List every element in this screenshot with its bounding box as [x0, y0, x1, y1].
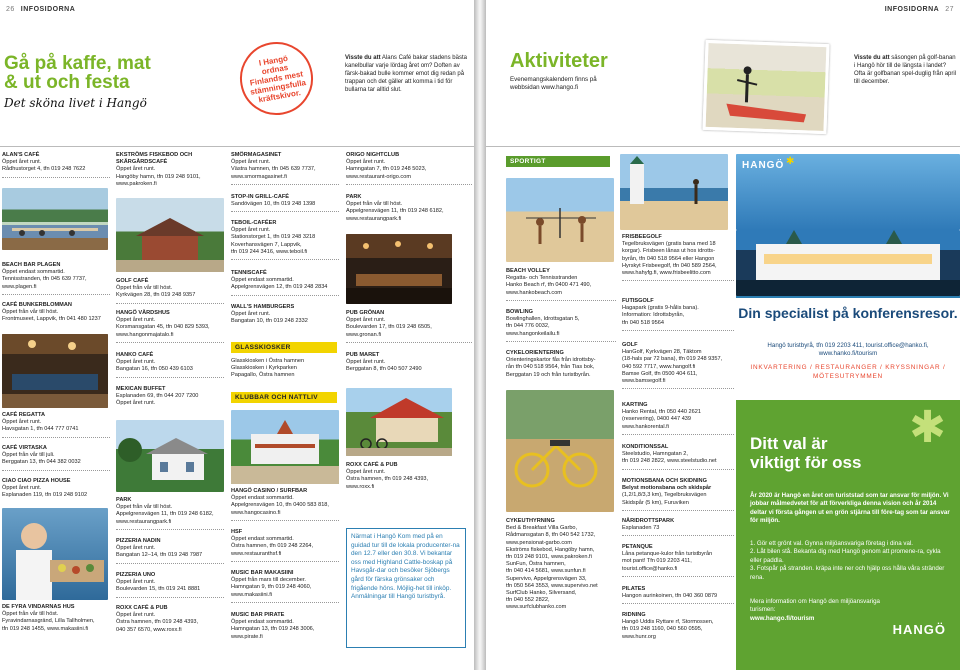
listing-name: EKSTRÖMS FISKEBOD OCH SKÄRGÅRDSCAFÉ [116, 152, 193, 166]
photo-beach-volley [506, 178, 614, 262]
listing-line: (1,2/1,8/3,3 km), Tegelbruksvägen [622, 492, 707, 499]
col3b-item-0 [231, 488, 339, 521]
listing-line: Appelgrensvägen 11, tfn 019 248 6182, [346, 208, 444, 215]
listing-line: Hamngatan 9, tfn 019 248 4060, [231, 584, 312, 591]
listing-line: SurfClub Hanko, Silversand, [506, 590, 577, 597]
listing-name: HSF [231, 529, 243, 535]
ad-konferens-title: Din specialist på konferensresor. [738, 305, 958, 321]
listing-line: Skidspår (5 km), Furuviken [622, 499, 689, 506]
listing-line: Berggatan 13, tfn 044 382 0032 [2, 459, 81, 466]
right-intro: Evenemangskalendern finns på webbsidan www.hango.fi [510, 76, 597, 91]
listing-name: GOLF CAFÉ [116, 278, 149, 284]
listing-name: CYKELORIENTERING [506, 350, 564, 356]
listing-line: Stationstorget 1, tfn 019 248 3218 [231, 234, 316, 241]
photo-roxx-terrace [346, 388, 452, 456]
col1-item-6 [2, 604, 110, 633]
listing-line: Bangatan 16, tfn 050 439 6103 [116, 366, 193, 373]
listing-name: PARK [346, 194, 362, 200]
col4-item-1 [346, 194, 472, 223]
listing-line: byrån, tfn 040 518 9564 eller Hangon [622, 255, 715, 262]
listing-line: Belyst motionsbana och skidspår [622, 485, 712, 492]
listing-line: 040 592 7717, www.hangolf.fi [622, 363, 696, 370]
col3-item-0 [231, 152, 339, 185]
listing-line: www.pensionat-garbo.com [506, 539, 572, 546]
listing-line: www.hankorental.fi [622, 423, 669, 430]
photo-bicycles [506, 390, 614, 512]
listing-line: Öppet från vår till höst. [116, 504, 173, 511]
r-col2-item-2 [622, 342, 734, 389]
listing-line: rån tfn 040 518 9564, från Tias bok, [506, 364, 595, 371]
listing-line: Esplanaden 73 [622, 525, 660, 532]
listing-line: Öppet endast sommartid. [2, 269, 65, 276]
left-tagline: Det sköna livet i Hangö [4, 96, 147, 110]
green-url: www.hango.fi/tourism [750, 614, 815, 622]
glasskiosk-line: Glasskiosken i Östra hamnen [231, 358, 305, 364]
listing-line: Öppet året runt. [116, 400, 156, 407]
listing-name: CAFÉ REGATTA [2, 412, 45, 418]
listing-line: Berggatan 19 och från turistbyrån. [506, 371, 591, 378]
listing-line: Öppet året runt. [346, 317, 386, 324]
listing-line: www.restauranthsf.fi [231, 550, 282, 557]
left-page-number: 26 [6, 6, 15, 13]
col2-item-2 [116, 310, 224, 343]
listing-line: Öppet året runt. [116, 545, 156, 552]
listing-line: www.hangonmajatalo.fi [116, 331, 174, 338]
listing-name: RIDNING [622, 612, 646, 618]
photo-casino-svg [231, 410, 339, 484]
listing-line: Steelstudio, Hamngatan 2, [622, 451, 688, 458]
col2-item-7 [116, 572, 224, 598]
listing-name: ROXX CAFÉ & PUB [116, 605, 168, 611]
green-title-line1: Ditt val är [750, 434, 828, 453]
right-divider [486, 146, 960, 147]
listing-line: tfn 040 552 2822, [506, 597, 550, 604]
listing-line: www.roxx.fi [346, 483, 375, 490]
listing-name: BEACH VOLLEY [506, 268, 550, 274]
kraftskiva-badge [234, 36, 319, 121]
left-header [6, 6, 75, 13]
listing-line: Öppet endast sommartid. [231, 277, 294, 284]
listing-line: Bamse Golf, tfn 0500 404 611, [622, 370, 698, 377]
listing-line: Frontmuseet, Lappvik, tfn 041 480 1237 [2, 316, 101, 323]
listing-line: Havsgatan 1, tfn 044 777 0741 [2, 426, 79, 433]
photo-casino-building-svg [736, 230, 960, 296]
photo-surfer-svg [706, 43, 827, 131]
right-page-number: 27 [945, 6, 954, 13]
left-section: INFOSIDORNA [20, 6, 76, 13]
listing-line: tfn 040 518 9564 [622, 319, 664, 326]
listing-line: Regatta- och Tennisstranden [506, 275, 578, 282]
photo-cafe-interior [2, 334, 108, 408]
star-icon: ✱ [786, 156, 795, 167]
listing-line: Öppet året runt. [116, 359, 156, 366]
listing-line: www.surfclubhanko.com [506, 604, 567, 611]
listing-line: tfn 019 248 1160, 040 560 0595, [622, 626, 703, 633]
photo-fiskebod [116, 198, 224, 272]
listing-name: MOTIONSBANA OCH SKIDNING [622, 478, 707, 484]
listing-line: Öppet från vår till juli. [2, 452, 55, 459]
listing-line: Hanko Beach rf, tfn 0400 471 490, [506, 282, 592, 289]
right-page [486, 0, 960, 670]
listing-line: Öppet året runt. [346, 469, 386, 476]
listing-line: Öppet från vår till höst. [2, 611, 59, 618]
listing-line: Hamngatan 7, tfn 019 248 5023, [346, 166, 427, 173]
listing-name: BOWLING [506, 309, 534, 315]
listing-line: (18-hals par 72 bana), tfn 019 248 9357, [622, 356, 723, 363]
badge-text: I Hangö ordnas Finlands mest stämningsfulla kräftskivor. [249, 53, 307, 105]
listing-line: Bed & Breakfast Villa Garbo, [506, 525, 578, 532]
dyk-text: Alans Café bakar stadens bästa kanelbullar varje lördag året om? Doften av färsk-bakad bulle kommer emot dig redan på trappan och det gäller att komma i tid för bullarna tar alltid slut. [345, 55, 467, 93]
listing-name: PILATES [622, 586, 646, 592]
listing-line: www.hangocasino.fi [231, 509, 281, 516]
listing-line: www.hahyfg.fi, www.frisbeelitto.com [622, 270, 711, 277]
col1-item-1 [2, 262, 110, 295]
narmat-info-box [346, 528, 466, 648]
listing-name: HANGÖ VÄRDSHUS [116, 310, 170, 316]
listing-line: www.smormagasinet.fi [231, 173, 287, 180]
listing-line: www.gronan.fi [346, 331, 382, 338]
col2-item-0 [116, 152, 224, 188]
listing-name: MUSIC BAR PIRATE [231, 612, 285, 618]
listing-line: Esplanaden 119, tfn 019 248 9102 [2, 492, 88, 499]
listing-line: Hanko Rental, tfn 050 440 2621 [622, 409, 701, 416]
green-title [750, 434, 861, 472]
glasskiosk-line: Glasskiosken i Kyrkparken [231, 365, 297, 372]
col3-item-4 [231, 304, 339, 326]
listing-name: WALL'S HAMBURGERS [231, 304, 295, 310]
photo-casino-building-top [736, 154, 960, 230]
listing-line: Öppet året runt. [231, 227, 271, 234]
book-spine [474, 0, 486, 670]
listing-name: TENNISCAFÉ [231, 270, 267, 276]
left-divider [0, 146, 474, 147]
listing-line: Esplanaden 69, tfn 044 207 7200 [116, 393, 199, 400]
photo-harbour-cafe-svg [2, 188, 108, 250]
listing-line: Hagapark (gratis 9-hålis bana). [622, 305, 699, 312]
listing-line: Rådmansgatan 8, tfn 040 542 1732, [506, 532, 596, 539]
green-title-line2: viktigt för oss [750, 453, 862, 472]
listing-line: Öppet från vår till höst. [116, 285, 173, 292]
ad-konferens [736, 296, 960, 388]
listing-line: tfn 019 248 9101, www.pakroken.fi [506, 554, 592, 561]
right-section: INFOSIDORNA [884, 6, 940, 13]
listing-line: (reservering), 0400 447 439 [622, 416, 692, 423]
listing-line: Öppet från mars till december. [231, 577, 306, 584]
listing-line: SunFun, Östra hamnen, [506, 561, 566, 568]
listing-line: Öppet året runt. [2, 485, 42, 492]
col3b-item-2 [231, 570, 339, 603]
r-col2-item-5 [622, 478, 734, 511]
listing-line: Öppet från vår till höst. [346, 201, 403, 208]
green-more-text: Mera information om Hangö den miljöansvariga turismen: [750, 598, 881, 614]
listing-name: STOP-IN GRILL-CAFÉ [231, 194, 290, 200]
r-col2-item-1 [622, 298, 734, 331]
listing-line: tfn 044 776 0032, [506, 323, 550, 330]
left-title-line2: & ut och festa [4, 72, 130, 93]
listing-line: www.pirate.fi [231, 633, 263, 640]
listing-line: Öppet året runt. [346, 359, 386, 366]
klubbar-banner: KLUBBAR OCH NATTLIV [231, 392, 337, 403]
listing-line: Hangöby hamn, tfn 019 248 9101, [116, 173, 201, 180]
listing-name: FRISBEEGOLF [622, 234, 662, 240]
left-page [0, 0, 474, 670]
r-col1-item-1 [506, 309, 616, 342]
listing-line: Öppet året runt. [116, 317, 156, 324]
listing-line: Bangatan 10, tfn 019 248 2332 [231, 318, 308, 325]
col1-item-3 [2, 412, 110, 438]
listing-line: www.hangonkeilailu.fi [506, 330, 560, 337]
left-did-you-know [345, 54, 467, 94]
r-col2-item-7 [622, 544, 734, 577]
listing-name: SMÖRMAGASINET [231, 152, 282, 158]
r-col1-item-0 [506, 268, 616, 301]
listing-line: Information: Idrottsbyrån, [622, 312, 685, 319]
listing-name: ALAN'S CAFÉ [2, 152, 40, 158]
listing-name: NÄRIDROTTSPARK [622, 518, 675, 524]
photo-villa-svg [116, 420, 224, 492]
listing-line: korgar). Frisbeen lånas ut hos idrotts- [622, 248, 715, 255]
listing-line: Östra hamnen, tfn 019 248 2264, [231, 543, 314, 550]
listing-name: ORIGO NIGHTCLUB [346, 152, 400, 158]
listing-line: Rådhustorget 4, tfn 019 248 7622 [2, 166, 86, 173]
listing-line: www.hunr.org [622, 633, 656, 640]
ad-konferens-contact: Hangö turistbyrå, tfn 019 2203 411, tourist.office@hanko.fi, www.hanko.fi/tourism [767, 342, 929, 357]
r-col2-item-0 [622, 234, 734, 281]
col3b-item-3 [231, 612, 339, 641]
photo-villa [116, 420, 224, 492]
glasskiosker-banner: GLASSKIOSKER [231, 342, 337, 353]
col3-item-1 [231, 194, 339, 212]
listing-line: Ekströms fiskebod, Hangöby hamn, [506, 546, 595, 553]
green-body: År 2020 är Hangö en året om turiststad som tar ansvar för miljön. Vi jobbar målmedvetet för att förverkliga denna vision och år 2014 deltar vi första gången ut en grön stjärna till före-tag som tar ansvar för miljön. [750, 492, 950, 525]
listing-line: Öppet året runt. [116, 612, 156, 619]
listing-name: PARK [116, 497, 132, 503]
listing-line: Appelgrensvägen 12, tfn 019 248 2834 [231, 284, 328, 291]
photo-beach-runner-svg [620, 154, 728, 230]
listing-name: BEACH BAR PLAGEN [2, 262, 61, 268]
right-header [885, 6, 954, 13]
listing-name: CAFÉ BUNKERBLOMMAN [2, 302, 72, 308]
listing-line: 040 357 6570, www.roxx.fi [116, 626, 182, 633]
listing-line: Västra hamnen, tfn 045 639 7737, [231, 166, 316, 173]
listing-line: Östra hamnen, tfn 019 248 4393, [116, 619, 199, 626]
listing-line: www.restaurangpark.fi [346, 215, 402, 222]
listing-name: PIZZERIA UNO [116, 572, 156, 578]
listing-line: Öppet året runt. [346, 159, 386, 166]
photo-casino-building [736, 230, 960, 296]
listing-line: Öppet året runt. [2, 159, 42, 166]
listing-line: Appelgrensvägen 10, tfn 0400 583 818, [231, 502, 329, 509]
photo-cafe-interior-svg [2, 334, 108, 408]
left-title-line1: Gå på kaffe, mat [4, 53, 151, 74]
listing-line: Korsmansgatan 45, tfn 040 829 5393, [116, 324, 210, 331]
left-title [4, 54, 194, 92]
listing-line: Appelgrensvägen 11, tfn 019 248 6182, [116, 511, 214, 518]
listing-line: Fyravindarnasgränd, Lilla Tallholmen, [2, 618, 95, 625]
listing-name: DE FYRA VINDARNAS HUS [2, 604, 75, 610]
green-choice-box [736, 400, 960, 670]
right-dyk-label: Visste du att [854, 55, 890, 61]
col2-item-4 [116, 386, 224, 408]
photo-bicycles-svg [506, 390, 614, 512]
listing-line: tfn 050 564 3553, www.supervivo.net [506, 582, 598, 589]
ad-konferens-services: INKVARTERING / RESTAURANGER / KRYSSNINGAR / MÖTESUTRYMMEN [750, 364, 946, 380]
green-points [750, 540, 950, 582]
listing-name: CIAO CIAO PIZZA HOUSE [2, 478, 71, 484]
photo-pub [346, 234, 452, 304]
listing-line: Bangatan 12–14, tfn 019 248 7987 [116, 552, 203, 559]
listing-line: www.hankobeach.com [506, 289, 562, 296]
green-more [750, 598, 890, 623]
listing-line: Östra hamnen, tfn 019 248 4393, [346, 476, 429, 483]
listing-name: KARTING [622, 402, 648, 408]
col4-item-0 [346, 152, 472, 185]
listing-name: PUB MARET [346, 352, 380, 358]
photo-casino [231, 410, 339, 484]
listing-name: HANKO CAFÉ [116, 352, 154, 358]
col4-item-3 [346, 352, 472, 374]
photo-beach-runner [620, 154, 728, 230]
listing-line: Bowlinghallen, Idrottsgatan 5, [506, 316, 580, 323]
listing-line: Boulevarden 15, tfn 019 241 8881 [116, 586, 201, 593]
col1-item-4 [2, 445, 110, 471]
photo-beach-volley-svg [506, 178, 614, 262]
listing-name: CAFÉ VIRTASKA [2, 445, 47, 451]
hango-logo: HANGÖ [742, 160, 785, 171]
listing-line: Öppet endast sommartid. [231, 536, 294, 543]
listing-name: MUSIC BAR MAKASIINI [231, 570, 294, 576]
listing-line: Boulevarden 17, tfn 019 248 6505, [346, 324, 432, 331]
listing-line: Tegelbruksvägen (gratis bana med 18 [622, 241, 716, 248]
col2-item-5 [116, 497, 224, 530]
listing-line: mot pant! Tfn 019 2203 411, [622, 558, 692, 565]
listing-line: tfn 040 414 5681, www.sunfun.fi [506, 568, 586, 575]
photo-harbour-cafe [2, 188, 108, 250]
narmat-info-text: Närmat i Hangö Kom med på en guidad tur till de lokala producenter-na den 12.7 eller den 30.8. Vi bekantar oss med Highland Cattle-boskap på Havsgår-dar och besöker Sjöbergs gård för färska grönsaker och frigående höns. Möjlig-het till inköp. Anmälningar till Hangö turistbyrå. [351, 533, 460, 601]
listing-line: Kyrkvägen 28, tfn 019 248 9357 [116, 292, 196, 299]
r-col1-item-3 [506, 518, 616, 612]
photo-surfer [702, 40, 829, 134]
col4-item-2 [346, 310, 472, 343]
listing-line: www.restaurant-origo.com [346, 173, 411, 180]
listing-line: www.restaurangpark.fi [116, 518, 172, 525]
listing-line: Berggatan 8, tfn 040 507 2490 [346, 366, 422, 373]
col1-item-5 [2, 478, 110, 500]
listing-line: www.pakroken.fi [116, 180, 157, 187]
listing-line: Hyrskyt Frisbeegolf, tfn 040 589 2564, [622, 262, 717, 269]
dyk-label: Visste du att [345, 55, 381, 61]
r-col2-item-8 [622, 586, 734, 604]
col1-item-0 [2, 152, 110, 178]
listing-line: Öppet året runt. [116, 579, 156, 586]
listing-line: www.makasiini.fi [231, 591, 273, 598]
photo-pub-svg [346, 234, 452, 304]
r-col1-item-2 [506, 350, 616, 379]
right-title: Aktiviteter [510, 50, 608, 72]
r-col2-item-4 [622, 444, 734, 470]
listing-name: PETANQUE [622, 544, 653, 550]
green-point: 1. Gör ett grönt val. Gynna miljöansvariga företag i dina val. [750, 540, 914, 547]
r-col2-item-6 [622, 518, 734, 536]
listing-line: www.bamsegolf.fi [622, 378, 666, 385]
listing-name: PIZZERIA NADIN [116, 538, 161, 544]
listing-name: ROXX CAFÉ & PUB [346, 462, 398, 468]
r-col2-item-9 [622, 612, 734, 641]
listing-name: PUB GRÖNAN [346, 310, 385, 316]
listing-line: Öppet året runt. [231, 159, 271, 166]
green-star-icon: ✱ [909, 403, 946, 452]
listing-line: Orienteringskartor fås från idrottsby- [506, 357, 596, 364]
listing-line: Öppet året runt. [231, 311, 271, 318]
listing-name: FUTISGOLF [622, 298, 654, 304]
listing-line: HanGolf, Kyrkvägen 28, Täktom [622, 349, 702, 356]
col2-item-8 [116, 605, 224, 634]
col1-item-2 [2, 302, 110, 324]
listing-line: tfn 019 248 1455, www.makasiini.fi [2, 625, 89, 632]
listing-line: Låna petanque-kulor från turistbyrån [622, 551, 713, 558]
listing-line: tfn 019 248 2822, www.steelstudio.net [622, 458, 717, 465]
listing-name: MEXICAN BUFFET [116, 386, 166, 392]
col3-item-2 [231, 220, 339, 260]
green-point: 3. Fotspår på stranden. kräpa inte ner och hjälp oss hålla våra stränder rena. [750, 565, 945, 581]
listing-name: CYKEUTHYRNING [506, 518, 555, 524]
listing-line: Koverhansvägen 7, Lappvik, [231, 241, 302, 248]
photo-fiskebod-svg [116, 198, 224, 272]
listing-line: Hamngatan 13, tfn 019 248 3006, [231, 626, 315, 633]
listing-line: Hangö Uddis Ryttare rf, Stormossen, [622, 619, 714, 626]
col2-item-6 [116, 538, 224, 564]
photo-chef-svg [2, 508, 108, 600]
green-hango-logo: HANGÖ [892, 622, 946, 637]
col2-item-3 [116, 352, 224, 378]
sportigt-banner: SPORTIGT [506, 156, 610, 167]
listing-line: Supervivo, Appelgrensvägen 33, [506, 575, 587, 582]
listing-name: HANGÖ CASINO / SURFBAR [231, 488, 308, 494]
listing-line: Öppet endast sommartid. [231, 619, 294, 626]
photo-roxx-terrace-svg [346, 388, 452, 456]
listing-line: Öppet året runt. [2, 419, 42, 426]
col3b-item-1 [231, 529, 339, 562]
listing-line: Hangon aurinkoinen, tfn 040 360 0879 [622, 593, 718, 600]
glasskiosk-line: Papagallo, Östra hamnen [231, 372, 295, 379]
listing-line: tourist.office@hanko.fi [622, 565, 678, 572]
right-dyk-text: säsongen på golf-banan i Hangö hör till de längsta i landet? Ofta är golfbanan spel-duglig från april till december. [854, 55, 957, 85]
listing-name: KONDITIONSSAL [622, 444, 669, 450]
photo-chef [2, 508, 108, 600]
listing-line: Sandövägen 10, tfn 019 248 1398 [231, 201, 316, 208]
right-did-you-know [854, 54, 958, 86]
listing-name: GOLF [622, 342, 638, 348]
listing-line: Tennisstranden, tfn 045 639 7737, [2, 276, 87, 283]
r-col2-item-3 [622, 402, 734, 435]
green-point: 2. Låt bilen stå. Bekanta dig med Hangö genom att promene-ra, cykla eller paddla. [750, 548, 941, 564]
listing-line: Öppet året runt. [116, 166, 156, 173]
col4-item-4 [346, 462, 472, 491]
listing-line: tfn 019 244 3416, www.teboil.fi [231, 248, 308, 255]
col2-item-1 [116, 278, 224, 304]
glasskiosker-list [231, 358, 339, 380]
listing-line: Öppet från vår till höst. [2, 309, 59, 316]
listing-line: Öppet endast sommartid. [231, 495, 294, 502]
listing-line: www.plagen.fi [2, 283, 37, 290]
col3-item-3 [231, 270, 339, 296]
listing-name: TEBOIL-CAFÉER [231, 220, 277, 226]
